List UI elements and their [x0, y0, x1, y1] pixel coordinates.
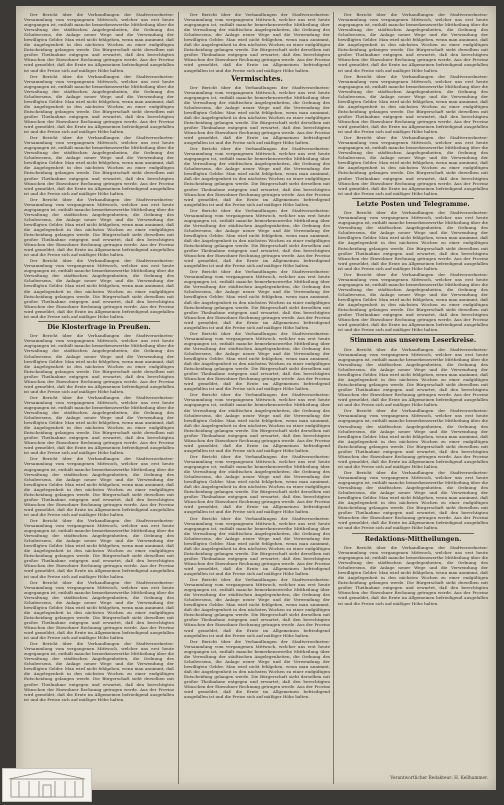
paragraph: Der Bericht über die Verhandlungen der Stadtverordneten-Versammlung vom vergangenen Mittwoch, welcher uns erst heute zugegangen ist, enthält manche bemerkenswerthe Mittheilung über die Verwaltung der städtischen Angelegenheiten, die Ordnung des Schulwesens, die Anlage neuer Wege und die Verwendung der bewilligten Gelder. Man wird nicht fehlgehen, wenn man annimmt, daß die Angelegenheit in den nächsten Wochen zu einer endgültigen Entscheidung gelangen werde. Die Bürgerschaft sieht derselben mit großer Theilnahme entgegen und erwartet, daß den berechtigten Wünschen der Einwohner Rechnung getragen werde. Aus der Provinz wird gemeldet, daß die Ernte im Allgemeinen befriedigend ausgefallen ist und die Preise sich auf mäßiger Höhe halten.	[184, 269, 330, 330]
building-icon	[3, 769, 91, 801]
column-3	[338, 12, 488, 784]
paragraph: Der Bericht über die Verhandlungen der Stadtverordneten-Versammlung vom vergangenen Mittwoch, welcher uns erst heute zugegangen ist, enthält manche bemerkenswerthe Mittheilung über die Verwaltung der städtischen Angelegenheiten, die Ordnung des Schulwesens, die Anlage neuer Wege und die Verwendung der bewilligten Gelder. Man wird nicht fehlgehen, wenn man annimmt, daß die Angelegenheit in den nächsten Wochen zu einer endgültigen Entscheidung gelangen werde. Die Bürgerschaft sieht derselben mit großer Theilnahme entgegen und erwartet, daß den berechtigten Wünschen der Einwohner Rechnung getragen werde. Aus der Provinz wird gemeldet, daß die Ernte im Allgemeinen befriedigend ausgefallen ist und die Preise sich auf mäßiger Höhe halten.	[338, 73, 488, 135]
paragraph: Der Bericht über die Verhandlungen der Stadtverordneten-Versammlung vom vergangenen Mittwoch, welcher uns erst heute zugegangen ist, enthält manche bemerkenswerthe Mittheilung über die Verwaltung der städtischen Angelegenheiten, die Ordnung des Schulwesens, die Anlage neuer Wege und die Verwendung der bewilligten Gelder. Man wird nicht fehlgehen, wenn man annimmt, daß die Angelegenheit in den nächsten Wochen zu einer endgültigen Entscheidung gelangen werde. Die Bürgerschaft sieht derselben mit großer Theilnahme entgegen und erwartet, daß den berechtigten Wünschen der Einwohner Rechnung getragen werde. Aus der Provinz wird gemeldet, daß die Ernte im Allgemeinen befriedigend ausgefallen ist und die Preise sich auf mäßiger Höhe halten.	[338, 346, 488, 408]
divider	[352, 533, 474, 534]
paragraph: Der Bericht über die Verhandlungen der Stadtverordneten-Versammlung vom vergangenen Mittwoch, welcher uns erst heute zugegangen ist, enthält manche bemerkenswerthe Mittheilung über die Verwaltung der städtischen Angelegenheiten, die Ordnung des Schulwesens, die Anlage neuer Wege und die Verwendung der bewilligten Gelder. Man wird nicht fehlgehen, wenn man annimmt, daß die Angelegenheit in den nächsten Wochen zu einer endgültigen Entscheidung gelangen werde. Die Bürgerschaft sieht derselben mit großer Theilnahme entgegen und erwartet, daß den berechtigten Wünschen der Einwohner Rechnung getragen werde. Aus der Provinz wird gemeldet, daß die Ernte im Allgemeinen befriedigend ausgefallen ist und die Preise sich auf mäßiger Höhe halten.	[184, 392, 330, 453]
divider	[38, 321, 160, 322]
paragraph: Der Bericht über die Verhandlungen der Stadtverordneten-Versammlung vom vergangenen Mittwoch, welcher uns erst heute zugegangen ist, enthält manche bemerkenswerthe Mittheilung über die Verwaltung der städtischen Angelegenheiten, die Ordnung des Schulwesens, die Anlage neuer Wege und die Verwendung der bewilligten Gelder. Man wird nicht fehlgehen, wenn man annimmt, daß die Angelegenheit in den nächsten Wochen zu einer endgültigen Entscheidung gelangen werde. Die Bürgerschaft sieht derselben mit großer Theilnahme entgegen und erwartet, daß den berechtigten Wünschen der Einwohner Rechnung getragen werde. Aus der Provinz wird gemeldet, daß die Ernte im Allgemeinen befriedigend ausgefallen ist und die Preise sich auf mäßiger Höhe halten.	[338, 12, 488, 73]
paragraph: Der Bericht über die Verhandlungen der Stadtverordneten-Versammlung vom vergangenen Mittwoch, welcher uns erst heute zugegangen ist, enthält manche bemerkenswerthe Mittheilung über die Verwaltung der städtischen Angelegenheiten, die Ordnung des Schulwesens, die Anlage neuer Wege und die Verwendung der bewilligten Gelder. Man wird nicht fehlgehen, wenn man annimmt, daß die Angelegenheit in den nächsten Wochen zu einer endgültigen Entscheidung gelangen werde. Die Bürgerschaft sieht derselben mit großer Theilnahme entgegen und erwartet, daß den berechtigten Wünschen der Einwohner Rechnung getragen werde. Aus der Provinz wird gemeldet, daß die Ernte im Allgemeinen befriedigend ausgefallen ist und die Preise sich auf mäßiger Höhe halten.	[24, 196, 174, 258]
paragraph: Der Bericht über die Verhandlungen der Stadtverordneten-Versammlung vom vergangenen Mittwoch, welcher uns erst heute zugegangen ist, enthält manche bemerkenswerthe Mittheilung über die Verwaltung der städtischen Angelegenheiten, die Ordnung des Schulwesens, die Anlage neuer Wege und die Verwendung der bewilligten Gelder. Man wird nicht fehlgehen, wenn man annimmt, daß die Angelegenheit in den nächsten Wochen zu einer endgültigen Entscheidung gelangen werde. Die Bürgerschaft sieht derselben mit großer Theilnahme entgegen und erwartet, daß den berechtigten Wünschen der Einwohner Rechnung getragen werde. Aus der Provinz wird gemeldet, daß die Ernte im Allgemeinen befriedigend ausgefallen ist und die Preise sich auf mäßiger Höhe halten.	[184, 12, 330, 73]
section-heading: Die Klosterfrage in Preußen.	[47, 322, 151, 331]
paragraph: Der Bericht über die Verhandlungen der Stadtverordneten-Versammlung vom vergangenen Mittwoch, welcher uns erst heute zugegangen ist, enthält manche bemerkenswerthe Mittheilung über die Verwaltung der städtischen Angelegenheiten, die Ordnung des Schulwesens, die Anlage neuer Wege und die Verwendung der bewilligten Gelder. Man wird nicht fehlgehen, wenn man annimmt, daß die Angelegenheit in den nächsten Wochen zu einer endgültigen Entscheidung gelangen werde. Die Bürgerschaft sieht derselben mit großer Theilnahme entgegen und erwartet, daß den berechtigten Wünschen der Einwohner Rechnung getragen werde. Aus der Provinz wird gemeldet, daß die Ernte im Allgemeinen befriedigend ausgefallen ist und die Preise sich auf mäßiger Höhe halten.	[24, 135, 174, 196]
paragraph: Der Bericht über die Verhandlungen der Stadtverordneten-Versammlung vom vergangenen Mittwoch, welcher uns erst heute zugegangen ist, enthält manche bemerkenswerthe Mittheilung über die Verwaltung der städtischen Angelegenheiten, die Ordnung des Schulwesens, die Anlage neuer Wege und die Verwendung der bewilligten Gelder. Man wird nicht fehlgehen, wenn man annimmt, daß die Angelegenheit in den nächsten Wochen zu einer endgültigen Entscheidung gelangen werde. Die Bürgerschaft sieht derselben mit großer Theilnahme entgegen und erwartet, daß den berechtigten Wünschen der Einwohner Rechnung getragen werde. Aus der Provinz wird gemeldet, daß die Ernte im Allgemeinen befriedigend ausgefallen ist und die Preise sich auf mäßiger Höhe halten.	[24, 641, 174, 702]
section-heading: Redaktions-Mittheilungen.	[364, 534, 462, 543]
divider	[352, 198, 474, 199]
paragraph: Der Bericht über die Verhandlungen der Stadtverordneten-Versammlung vom vergangenen Mittwoch, welcher uns erst heute zugegangen ist, enthält manche bemerkenswerthe Mittheilung über die Verwaltung der städtischen Angelegenheiten, die Ordnung des Schulwesens, die Anlage neuer Wege und die Verwendung der bewilligten Gelder. Man wird nicht fehlgehen, wenn man annimmt, daß die Angelegenheit in den nächsten Wochen zu einer endgültigen Entscheidung gelangen werde. Die Bürgerschaft sieht derselben mit großer Theilnahme entgegen und erwartet, daß den berechtigten Wünschen der Einwohner Rechnung getragen werde. Aus der Provinz wird gemeldet, daß die Ernte im Allgemeinen befriedigend ausgefallen ist und die Preise sich auf mäßiger Höhe halten.	[338, 271, 488, 333]
paragraph: Der Bericht über die Verhandlungen der Stadtverordneten-Versammlung vom vergangenen Mittwoch, welcher uns erst heute zugegangen ist, enthält manche bemerkenswerthe Mittheilung über die Verwaltung der städtischen Angelegenheiten, die Ordnung des Schulwesens, die Anlage neuer Wege und die Verwendung der bewilligten Gelder. Man wird nicht fehlgehen, wenn man annimmt, daß die Angelegenheit in den nächsten Wochen zu einer endgültigen Entscheidung gelangen werde. Die Bürgerschaft sieht derselben mit großer Theilnahme entgegen und erwartet, daß den berechtigten Wünschen der Einwohner Rechnung getragen werde. Aus der Provinz wird gemeldet, daß die Ernte im Allgemeinen befriedigend ausgefallen ist und die Preise sich auf mäßiger Höhe halten.	[184, 84, 330, 146]
library-stamp-image	[2, 768, 92, 802]
section-heading: Letzte Posten und Telegramme.	[356, 199, 470, 208]
paragraph: Der Bericht über die Verhandlungen der Stadtverordneten-Versammlung vom vergangenen Mittwoch, welcher uns erst heute zugegangen ist, enthält manche bemerkenswerthe Mittheilung über die Verwaltung der städtischen Angelegenheiten, die Ordnung des Schulwesens, die Anlage neuer Wege und die Verwendung der bewilligten Gelder. Man wird nicht fehlgehen, wenn man annimmt, daß die Angelegenheit in den nächsten Wochen zu einer endgültigen Entscheidung gelangen werde. Die Bürgerschaft sieht derselben mit großer Theilnahme entgegen und erwartet, daß den berechtigten Wünschen der Einwohner Rechnung getragen werde. Aus der Provinz wird gemeldet, daß die Ernte im Allgemeinen befriedigend ausgefallen ist und die Preise sich auf mäßiger Höhe halten.	[24, 333, 174, 394]
paragraph: Der Bericht über die Verhandlungen der Stadtverordneten-Versammlung vom vergangenen Mittwoch, welcher uns erst heute zugegangen ist, enthält manche bemerkenswerthe Mittheilung über die Verwaltung der städtischen Angelegenheiten, die Ordnung des Schulwesens, die Anlage neuer Wege und die Verwendung der bewilligten Gelder. Man wird nicht fehlgehen, wenn man annimmt, daß die Angelegenheit in den nächsten Wochen zu einer endgültigen Entscheidung gelangen werde. Die Bürgerschaft sieht derselben mit großer Theilnahme entgegen und erwartet, daß den berechtigten Wünschen der Einwohner Rechnung getragen werde. Aus der Provinz wird gemeldet, daß die Ernte im Allgemeinen befriedigend ausgefallen ist und die Preise sich auf mäßiger Höhe halten.	[184, 146, 330, 207]
paragraph: Der Bericht über die Verhandlungen der Stadtverordneten-Versammlung vom vergangenen Mittwoch, welcher uns erst heute zugegangen ist, enthält manche bemerkenswerthe Mittheilung über die Verwaltung der städtischen Angelegenheiten, die Ordnung des Schulwesens, die Anlage neuer Wege und die Verwendung der bewilligten Gelder. Man wird nicht fehlgehen, wenn man annimmt, daß die Angelegenheit in den nächsten Wochen zu einer endgültigen Entscheidung gelangen werde. Die Bürgerschaft sieht derselben mit großer Theilnahme entgegen und erwartet, daß den berechtigten Wünschen der Einwohner Rechnung getragen werde. Aus der Provinz wird gemeldet, daß die Ernte im Allgemeinen befriedigend ausgefallen ist und die Preise sich auf mäßiger Höhe halten.	[24, 579, 174, 641]
paragraph: Der Bericht über die Verhandlungen der Stadtverordneten-Versammlung vom vergangenen Mittwoch, welcher uns erst heute zugegangen ist, enthält manche bemerkenswerthe Mittheilung über die Verwaltung der städtischen Angelegenheiten, die Ordnung des Schulwesens, die Anlage neuer Wege und die Verwendung der bewilligten Gelder. Man wird nicht fehlgehen, wenn man annimmt, daß die Angelegenheit in den nächsten Wochen zu einer endgültigen Entscheidung gelangen werde. Die Bürgerschaft sieht derselben mit großer Theilnahme entgegen und erwartet, daß den berechtigten Wünschen der Einwohner Rechnung getragen werde. Aus der Provinz wird gemeldet, daß die Ernte im Allgemeinen befriedigend ausgefallen ist und die Preise sich auf mäßiger Höhe halten.	[338, 469, 488, 531]
newspaper-page	[16, 6, 496, 790]
paragraph: Der Bericht über die Verhandlungen der Stadtverordneten-Versammlung vom vergangenen Mittwoch, welcher uns erst heute zugegangen ist, enthält manche bemerkenswerthe Mittheilung über die Verwaltung der städtischen Angelegenheiten, die Ordnung des Schulwesens, die Anlage neuer Wege und die Verwendung der bewilligten Gelder. Man wird nicht fehlgehen, wenn man annimmt, daß die Angelegenheit in den nächsten Wochen zu einer endgültigen Entscheidung gelangen werde. Die Bürgerschaft sieht derselben mit großer Theilnahme entgegen und erwartet, daß den berechtigten Wünschen der Einwohner Rechnung getragen werde. Aus der Provinz wird gemeldet, daß die Ernte im Allgemeinen befriedigend ausgefallen ist und die Preise sich auf mäßiger Höhe halten.	[184, 638, 330, 700]
paragraph: Der Bericht über die Verhandlungen der Stadtverordneten-Versammlung vom vergangenen Mittwoch, welcher uns erst heute zugegangen ist, enthält manche bemerkenswerthe Mittheilung über die Verwaltung der städtischen Angelegenheiten, die Ordnung des Schulwesens, die Anlage neuer Wege und die Verwendung der bewilligten Gelder. Man wird nicht fehlgehen, wenn man annimmt, daß die Angelegenheit in den nächsten Wochen zu einer endgültigen Entscheidung gelangen werde. Die Bürgerschaft sieht derselben mit großer Theilnahme entgegen und erwartet, daß den berechtigten Wünschen der Einwohner Rechnung getragen werde. Aus der Provinz wird gemeldet, daß die Ernte im Allgemeinen befriedigend ausgefallen ist und die Preise sich auf mäßiger Höhe halten.	[338, 408, 488, 469]
section-heading: Stimmen aus unserem Leserkreise.	[349, 336, 477, 345]
paragraph: Der Bericht über die Verhandlungen der Stadtverordneten-Versammlung vom vergangenen Mittwoch, welcher uns erst heute zugegangen ist, enthält manche bemerkenswerthe Mittheilung über die Verwaltung der städtischen Angelegenheiten, die Ordnung des Schulwesens, die Anlage neuer Wege und die Verwendung der bewilligten Gelder. Man wird nicht fehlgehen, wenn man annimmt, daß die Angelegenheit in den nächsten Wochen zu einer endgültigen Entscheidung gelangen werde. Die Bürgerschaft sieht derselben mit großer Theilnahme entgegen und erwartet, daß den berechtigten Wünschen der Einwohner Rechnung getragen werde. Aus der Provinz wird gemeldet, daß die Ernte im Allgemeinen befriedigend ausgefallen ist und die Preise sich auf mäßiger Höhe halten.	[184, 515, 330, 577]
section-heading: Vermischtes.	[231, 73, 283, 83]
column-rule	[333, 12, 334, 784]
paragraph: Der Bericht über die Verhandlungen der Stadtverordneten-Versammlung vom vergangenen Mittwoch, welcher uns erst heute zugegangen ist, enthält manche bemerkenswerthe Mittheilung über die Verwaltung der städtischen Angelegenheiten, die Ordnung des Schulwesens, die Anlage neuer Wege und die Verwendung der bewilligten Gelder. Man wird nicht fehlgehen, wenn man annimmt, daß die Angelegenheit in den nächsten Wochen zu einer endgültigen Entscheidung gelangen werde. Die Bürgerschaft sieht derselben mit großer Theilnahme entgegen und erwartet, daß den berechtigten Wünschen der Einwohner Rechnung getragen werde. Aus der Provinz wird gemeldet, daß die Ernte im Allgemeinen befriedigend ausgefallen ist und die Preise sich auf mäßiger Höhe halten.	[338, 545, 488, 606]
paragraph: Der Bericht über die Verhandlungen der Stadtverordneten-Versammlung vom vergangenen Mittwoch, welcher uns erst heute zugegangen ist, enthält manche bemerkenswerthe Mittheilung über die Verwaltung der städtischen Angelegenheiten, die Ordnung des Schulwesens, die Anlage neuer Wege und die Verwendung der bewilligten Gelder. Man wird nicht fehlgehen, wenn man annimmt, daß die Angelegenheit in den nächsten Wochen zu einer endgültigen Entscheidung gelangen werde. Die Bürgerschaft sieht derselben mit großer Theilnahme entgegen und erwartet, daß den berechtigten Wünschen der Einwohner Rechnung getragen werde. Aus der Provinz wird gemeldet, daß die Ernte im Allgemeinen befriedigend ausgefallen ist und die Preise sich auf mäßiger Höhe halten.	[338, 135, 488, 196]
paragraph: Der Bericht über die Verhandlungen der Stadtverordneten-Versammlung vom vergangenen Mittwoch, welcher uns erst heute zugegangen ist, enthält manche bemerkenswerthe Mittheilung über die Verwaltung der städtischen Angelegenheiten, die Ordnung des Schulwesens, die Anlage neuer Wege und die Verwendung der bewilligten Gelder. Man wird nicht fehlgehen, wenn man annimmt, daß die Angelegenheit in den nächsten Wochen zu einer endgültigen Entscheidung gelangen werde. Die Bürgerschaft sieht derselben mit großer Theilnahme entgegen und erwartet, daß den berechtigten Wünschen der Einwohner Rechnung getragen werde. Aus der Provinz wird gemeldet, daß die Ernte im Allgemeinen befriedigend ausgefallen ist und die Preise sich auf mäßiger Höhe halten.	[24, 12, 174, 73]
paragraph: Der Bericht über die Verhandlungen der Stadtverordneten-Versammlung vom vergangenen Mittwoch, welcher uns erst heute zugegangen ist, enthält manche bemerkenswerthe Mittheilung über die Verwaltung der städtischen Angelegenheiten, die Ordnung des Schulwesens, die Anlage neuer Wege und die Verwendung der bewilligten Gelder. Man wird nicht fehlgehen, wenn man annimmt, daß die Angelegenheit in den nächsten Wochen zu einer endgültigen Entscheidung gelangen werde. Die Bürgerschaft sieht derselben mit großer Theilnahme entgegen und erwartet, daß den berechtigten Wünschen der Einwohner Rechnung getragen werde. Aus der Provinz wird gemeldet, daß die Ernte im Allgemeinen befriedigend ausgefallen ist und die Preise sich auf mäßiger Höhe halten.	[184, 207, 330, 269]
paragraph: Der Bericht über die Verhandlungen der Stadtverordneten-Versammlung vom vergangenen Mittwoch, welcher uns erst heute zugegangen ist, enthält manche bemerkenswerthe Mittheilung über die Verwaltung der städtischen Angelegenheiten, die Ordnung des Schulwesens, die Anlage neuer Wege und die Verwendung der bewilligten Gelder. Man wird nicht fehlgehen, wenn man annimmt, daß die Angelegenheit in den nächsten Wochen zu einer endgültigen Entscheidung gelangen werde. Die Bürgerschaft sieht derselben mit großer Theilnahme entgegen und erwartet, daß den berechtigten Wünschen der Einwohner Rechnung getragen werde. Aus der Provinz wird gemeldet, daß die Ernte im Allgemeinen befriedigend ausgefallen ist und die Preise sich auf mäßiger Höhe halten.	[24, 73, 174, 135]
paragraph: Der Bericht über die Verhandlungen der Stadtverordneten-Versammlung vom vergangenen Mittwoch, welcher uns erst heute zugegangen ist, enthält manche bemerkenswerthe Mittheilung über die Verwaltung der städtischen Angelegenheiten, die Ordnung des Schulwesens, die Anlage neuer Wege und die Verwendung der bewilligten Gelder. Man wird nicht fehlgehen, wenn man annimmt, daß die Angelegenheit in den nächsten Wochen zu einer endgültigen Entscheidung gelangen werde. Die Bürgerschaft sieht derselben mit großer Theilnahme entgegen und erwartet, daß den berechtigten Wünschen der Einwohner Rechnung getragen werde. Aus der Provinz wird gemeldet, daß die Ernte im Allgemeinen befriedigend ausgefallen ist und die Preise sich auf mäßiger Höhe halten.	[184, 330, 330, 392]
paragraph: Der Bericht über die Verhandlungen der Stadtverordneten-Versammlung vom vergangenen Mittwoch, welcher uns erst heute zugegangen ist, enthält manche bemerkenswerthe Mittheilung über die Verwaltung der städtischen Angelegenheiten, die Ordnung des Schulwesens, die Anlage neuer Wege und die Verwendung der bewilligten Gelder. Man wird nicht fehlgehen, wenn man annimmt, daß die Angelegenheit in den nächsten Wochen zu einer endgültigen Entscheidung gelangen werde. Die Bürgerschaft sieht derselben mit großer Theilnahme entgegen und erwartet, daß den berechtigten Wünschen der Einwohner Rechnung getragen werde. Aus der Provinz wird gemeldet, daß die Ernte im Allgemeinen befriedigend ausgefallen ist und die Preise sich auf mäßiger Höhe halten.	[24, 258, 174, 319]
column-rule	[178, 12, 179, 784]
paragraph: Der Bericht über die Verhandlungen der Stadtverordneten-Versammlung vom vergangenen Mittwoch, welcher uns erst heute zugegangen ist, enthält manche bemerkenswerthe Mittheilung über die Verwaltung der städtischen Angelegenheiten, die Ordnung des Schulwesens, die Anlage neuer Wege und die Verwendung der bewilligten Gelder. Man wird nicht fehlgehen, wenn man annimmt, daß die Angelegenheit in den nächsten Wochen zu einer endgültigen Entscheidung gelangen werde. Die Bürgerschaft sieht derselben mit großer Theilnahme entgegen und erwartet, daß den berechtigten Wünschen der Einwohner Rechnung getragen werde. Aus der Provinz wird gemeldet, daß die Ernte im Allgemeinen befriedigend ausgefallen ist und die Preise sich auf mäßiger Höhe halten.	[184, 577, 330, 638]
paragraph: Der Bericht über die Verhandlungen der Stadtverordneten-Versammlung vom vergangenen Mittwoch, welcher uns erst heute zugegangen ist, enthält manche bemerkenswerthe Mittheilung über die Verwaltung der städtischen Angelegenheiten, die Ordnung des Schulwesens, die Anlage neuer Wege und die Verwendung der bewilligten Gelder. Man wird nicht fehlgehen, wenn man annimmt, daß die Angelegenheit in den nächsten Wochen zu einer endgültigen Entscheidung gelangen werde. Die Bürgerschaft sieht derselben mit großer Theilnahme entgegen und erwartet, daß den berechtigten Wünschen der Einwohner Rechnung getragen werde. Aus der Provinz wird gemeldet, daß die Ernte im Allgemeinen befriedigend ausgefallen ist und die Preise sich auf mäßiger Höhe halten.	[24, 518, 174, 579]
paragraph: Der Bericht über die Verhandlungen der Stadtverordneten-Versammlung vom vergangenen Mittwoch, welcher uns erst heute zugegangen ist, enthält manche bemerkenswerthe Mittheilung über die Verwaltung der städtischen Angelegenheiten, die Ordnung des Schulwesens, die Anlage neuer Wege und die Verwendung der bewilligten Gelder. Man wird nicht fehlgehen, wenn man annimmt, daß die Angelegenheit in den nächsten Wochen zu einer endgültigen Entscheidung gelangen werde. Die Bürgerschaft sieht derselben mit großer Theilnahme entgegen und erwartet, daß den berechtigten Wünschen der Einwohner Rechnung getragen werde. Aus der Provinz wird gemeldet, daß die Ernte im Allgemeinen befriedigend ausgefallen ist und die Preise sich auf mäßiger Höhe halten.	[184, 453, 330, 515]
printer-credit: Verantwortlicher Redakteur: H. Kellhammer.	[390, 776, 488, 781]
divider	[352, 334, 474, 335]
paragraph: Der Bericht über die Verhandlungen der Stadtverordneten-Versammlung vom vergangenen Mittwoch, welcher uns erst heute zugegangen ist, enthält manche bemerkenswerthe Mittheilung über die Verwaltung der städtischen Angelegenheiten, die Ordnung des Schulwesens, die Anlage neuer Wege und die Verwendung der bewilligten Gelder. Man wird nicht fehlgehen, wenn man annimmt, daß die Angelegenheit in den nächsten Wochen zu einer endgültigen Entscheidung gelangen werde. Die Bürgerschaft sieht derselben mit großer Theilnahme entgegen und erwartet, daß den berechtigten Wünschen der Einwohner Rechnung getragen werde. Aus der Provinz wird gemeldet, daß die Ernte im Allgemeinen befriedigend ausgefallen ist und die Preise sich auf mäßiger Höhe halten.	[24, 394, 174, 456]
column-2	[184, 12, 330, 784]
paragraph: Der Bericht über die Verhandlungen der Stadtverordneten-Versammlung vom vergangenen Mittwoch, welcher uns erst heute zugegangen ist, enthält manche bemerkenswerthe Mittheilung über die Verwaltung der städtischen Angelegenheiten, die Ordnung des Schulwesens, die Anlage neuer Wege und die Verwendung der bewilligten Gelder. Man wird nicht fehlgehen, wenn man annimmt, daß die Angelegenheit in den nächsten Wochen zu einer endgültigen Entscheidung gelangen werde. Die Bürgerschaft sieht derselben mit großer Theilnahme entgegen und erwartet, daß den berechtigten Wünschen der Einwohner Rechnung getragen werde. Aus der Provinz wird gemeldet, daß die Ernte im Allgemeinen befriedigend ausgefallen ist und die Preise sich auf mäßiger Höhe halten.	[338, 210, 488, 271]
column-1	[24, 12, 174, 784]
paragraph: Der Bericht über die Verhandlungen der Stadtverordneten-Versammlung vom vergangenen Mittwoch, welcher uns erst heute zugegangen ist, enthält manche bemerkenswerthe Mittheilung über die Verwaltung der städtischen Angelegenheiten, die Ordnung des Schulwesens, die Anlage neuer Wege und die Verwendung der bewilligten Gelder. Man wird nicht fehlgehen, wenn man annimmt, daß die Angelegenheit in den nächsten Wochen zu einer endgültigen Entscheidung gelangen werde. Die Bürgerschaft sieht derselben mit großer Theilnahme entgegen und erwartet, daß den berechtigten Wünschen der Einwohner Rechnung getragen werde. Aus der Provinz wird gemeldet, daß die Ernte im Allgemeinen befriedigend ausgefallen ist und die Preise sich auf mäßiger Höhe halten.	[24, 456, 174, 517]
